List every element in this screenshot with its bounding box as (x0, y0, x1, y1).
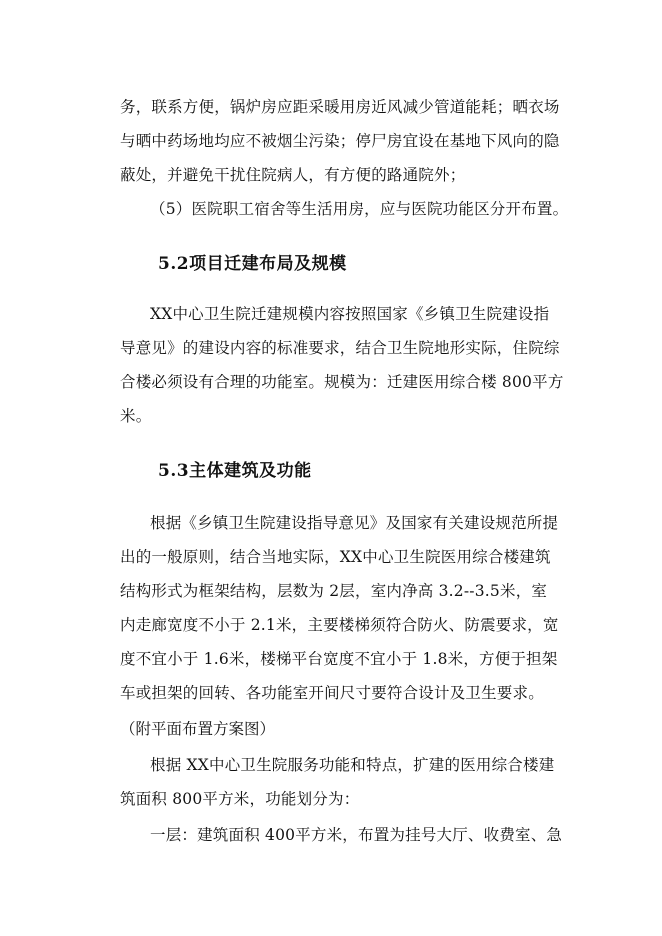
paragraph-line: 根据《乡镇卫生院建设指导意见》及国家有关建设规范所提 (150, 514, 559, 532)
paragraph-line: 蔽处，并避免干扰住院病人，有方便的路通院外； (120, 166, 466, 184)
paragraph-line: 根据 XX中心卫生院服务功能和特点，扩建的医用综合楼建 (150, 756, 555, 774)
list-item-5: （5）医院职工宿舍等生活用房，应与医院功能区分开布置。 (150, 200, 569, 218)
paragraph-line: 度不宜小于 1.6米，楼梯平台宽度不宜小于 1.8米，方便于担架 (120, 650, 558, 668)
paragraph-line: 车或担架的回转、各功能室开间尺寸要符合设计及卫生要求。 (120, 684, 544, 702)
paragraph-line: 米。 (120, 407, 152, 425)
paragraph-line: 结构形式为框架结构，层数为 2层，室内净高 3.2--3.5米，室 (120, 582, 548, 600)
paragraph-line: 合楼必须设有合理的功能室。规模为：迁建医用综合楼 800平方 (120, 373, 564, 391)
paragraph-line: 务，联系方便，锅炉房应距采暖用房近风减少管道能耗；晒衣场 (120, 98, 560, 116)
paragraph-line: 一层：建筑面积 400平方米，布置为挂号大厅、收费室、急 (150, 826, 563, 844)
section-heading-5-3: 5.3主体建筑及功能 (158, 461, 312, 481)
attachment-note: （附平面布置方案图） (120, 720, 276, 738)
section-heading-5-2: 5.2项目迁建布局及规模 (158, 254, 347, 274)
paragraph-line: XX中心卫生院迁建规模内容按照国家《乡镇卫生院建设指 (150, 305, 550, 323)
paragraph-line: 出的一般原则，结合当地实际，XX中心卫生院医用综合楼建筑 (120, 548, 551, 566)
paragraph-line: 导意见》的建设内容的标准要求，结合卫生院地形实际，住院综 (120, 339, 560, 357)
paragraph-line: 内走廊宽度不小于 2.1米，主要楼梯须符合防火、防震要求，宽 (120, 616, 559, 634)
paragraph-line: 筑面积 800平方米，功能划分为： (120, 790, 360, 808)
paragraph-line: 与晒中药场地均应不被烟尘污染；停尸房宜设在基地下风向的隐 (120, 132, 560, 150)
